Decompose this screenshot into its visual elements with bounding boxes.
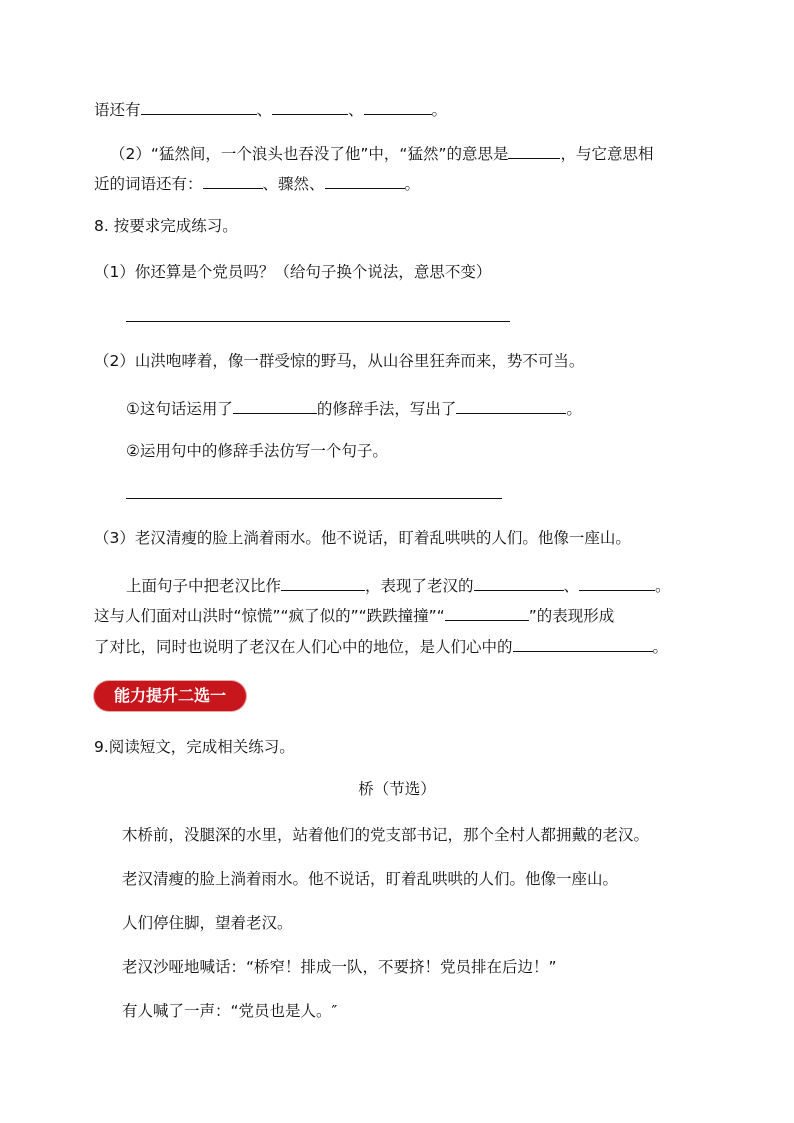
separator: 、: [563, 577, 580, 595]
answer-blank[interactable]: [579, 573, 655, 591]
line-end: 。: [404, 175, 421, 193]
q8-part3-l2-b: ”的表现形成: [528, 607, 615, 625]
line-end: 。: [655, 577, 671, 595]
q8-part2-i: [126, 396, 582, 420]
answer-blank[interactable]: [233, 396, 317, 414]
passage-paragraph: 木桥前，没腿深的水里，站着他们的党支部书记，那个全村人都拥戴的老汉。: [122, 826, 650, 844]
section-badge: 能力提升二选一: [94, 681, 246, 711]
answer-blank[interactable]: [141, 97, 257, 115]
q7-tail-prefix: 语还有: [94, 101, 141, 119]
q8-part3-l1-a: 上面句子中把老汉比作: [126, 577, 282, 595]
q9-title: 9.阅读短文，完成相关练习。: [94, 738, 295, 756]
answer-line[interactable]: [126, 321, 510, 322]
passage-title: 桥（节选）: [358, 780, 436, 798]
q8-part3-line1: [126, 573, 671, 597]
answer-blank[interactable]: [203, 171, 263, 189]
answer-blank[interactable]: [513, 634, 653, 652]
q8-part1: （1）你还算是个党员吗？（给句子换个说法，意思不变）: [94, 263, 492, 281]
answer-blank[interactable]: [364, 97, 432, 115]
answer-blank[interactable]: [508, 141, 560, 159]
q8-title: 8. 按要求完成练习。: [94, 217, 238, 235]
answer-blank[interactable]: [272, 97, 348, 115]
q8-part3-line2: [94, 603, 614, 627]
q7-2-line1: [110, 141, 654, 165]
q8-part3-l2-a: 这与人们面对山洪时“惊慌”“疯了似的”“跌跌撞撞”“: [94, 607, 445, 625]
q7-2-line2: [94, 171, 420, 195]
passage-paragraph: 有人喊了一声：“党员也是人。″: [122, 1002, 338, 1020]
q8-part3: （3）老汉清瘦的脸上淌着雨水。他不说话，盯着乱哄哄的人们。他像一座山。: [94, 529, 631, 547]
q8-part2: （2）山洪咆哮着，像一群受惊的野马，从山谷里狂奔而来，势不可当。: [94, 352, 585, 370]
q7-2-line2-a: 近的词语还有：: [94, 175, 203, 193]
q8-part2-i-b: 的修辞手法，写出了: [316, 400, 457, 418]
answer-blank[interactable]: [474, 573, 564, 591]
answer-blank[interactable]: [456, 396, 566, 414]
line-end: 。: [652, 638, 669, 656]
q7-2-text-b: ，与它意思相: [560, 145, 654, 163]
separator: 、: [348, 101, 364, 119]
answer-blank[interactable]: [445, 603, 529, 621]
line-end: 。: [566, 400, 582, 418]
passage-paragraph: 老汉清瘦的脸上淌着雨水。他不说话，盯着乱哄哄的人们。他像一座山。: [122, 870, 619, 888]
answer-blank[interactable]: [281, 573, 365, 591]
separator: 、: [256, 101, 273, 119]
q8-part3-line3: [94, 634, 668, 658]
q7-2-text-a: （2）“猛然间，一个浪头也吞没了他”中，“猛然”的意思是: [110, 145, 509, 163]
passage-paragraph: 老汉沙哑地喊话：“桥窄！排成一队，不要挤！党员排在后边！”: [122, 958, 557, 976]
q8-part3-l1-b: ，表现了老汉的: [365, 577, 474, 595]
answer-line[interactable]: [126, 498, 502, 499]
q7-2-line2-b: 、骤然、: [262, 175, 325, 193]
q8-part2-ii: ②运用句中的修辞手法仿写一个句子。: [126, 442, 388, 460]
q8-part2-i-a: ①这句话运用了: [126, 400, 233, 418]
line-end: 。: [431, 101, 448, 119]
q7-tail-line: [94, 97, 447, 121]
answer-blank[interactable]: [325, 171, 405, 189]
q8-part3-l3-a: 了对比，同时也说明了老汉在人们心中的地位，是人们心中的: [94, 638, 513, 656]
passage-paragraph: 人们停住脚，望着老汉。: [122, 914, 293, 932]
